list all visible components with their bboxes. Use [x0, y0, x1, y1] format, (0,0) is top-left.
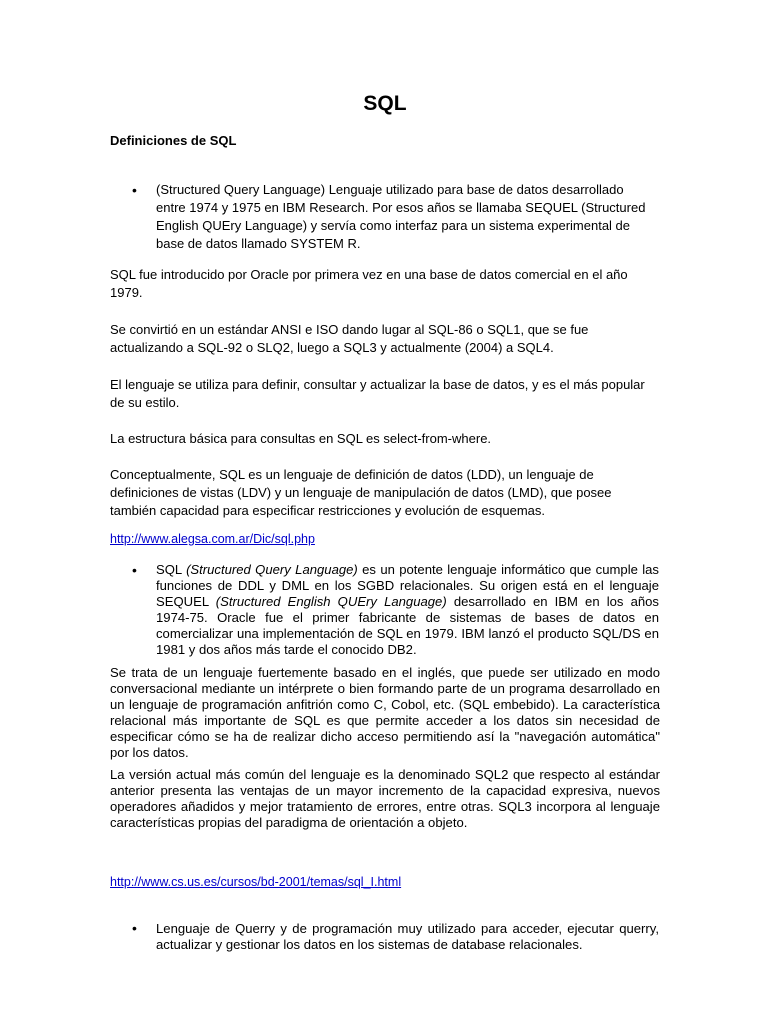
paragraph-current-version: La versión actual más común del lenguaje es la denominado SQL2 que respecto al estándar anterior presenta las ventajas de un mayor incremento de la capacidad expresiva, nuevos operadores añadidos y mejor tratamiento de errores, entre otras. SQL3 incorpora al lenguaje características propias del paradigma de orientación a objeto.	[110, 767, 660, 830]
paragraph-conceptual: Conceptualmente, SQL es un lenguaje de definición de datos (LDD), un lenguaje de definiciones de vistas (LDV) y un lenguaje de manipulación de datos (LMD), que posee también capacidad para especificar restricciones y evolución de esquemas.	[110, 467, 612, 518]
source-link-alegsa[interactable]: http://www.alegsa.com.ar/Dic/sql.php	[110, 532, 315, 546]
paragraph-standard: Se convirtió en un estándar ANSI e ISO dando lugar al SQL-86 o SQL1, que se fue actualizando a SQL-92 o SLQ2, luego a SQL3 y actualmente (2004) a SQL4.	[110, 322, 589, 355]
section-subtitle: Definiciones de SQL	[110, 133, 237, 148]
paragraph-english-based: Se trata de un lenguaje fuertemente basado en el inglés, que puede ser utilizado en modo conversacional mediante un intérprete o bien formando parte de un programa desarrollado en un lenguaje de programación anfitrión como C, Cobol, etc. (SQL embebido). La característica relacional más importante de SQL es que permite acceder a los datos sin necesidad de especificar cómo se ha de realizar dicho acceso permitiendo así la "navegación automática" por los datos.	[110, 665, 660, 760]
paragraph-oracle: SQL fue introducido por Oracle por primera vez en una base de datos comercial en el año 1979.	[110, 267, 628, 300]
definition-bullet-2: SQL (Structured Query Language) es un potente lenguaje informático que cumple las funciones de DDL y DML en los SGBD relacionales. Su origen está en el lenguaje SEQUEL (Structured English QUEry Language) desarrollado en IBM en los años 1974-75. Oracle fue el primer fabricante de sistemas de bases de datos en comercializar una implementación de SQL en 1979. IBM lanzó el producto SQL/DS en 1981 y dos años más tarde el conocido DB2.	[156, 562, 659, 657]
bullet-icon: •	[132, 562, 137, 578]
document-title: SQL	[363, 92, 407, 115]
bullet-icon: •	[132, 182, 137, 198]
definition-bullet-3: Lenguaje de Querry y de programación muy utilizado para acceder, ejecutar querry, actualizar y gestionar los datos en los sistemas de database relacionales.	[156, 921, 659, 952]
definition-bullet-1: (Structured Query Language) Lenguaje utilizado para base de datos desarrollado entre 1974 y 1975 en IBM Research. Por esos años se llamaba SEQUEL (Structured English QUEry Language) y servía como interfaz para un sistema experimental de base de datos llamado SYSTEM R.	[156, 182, 646, 251]
paragraph-usage: El lenguaje se utiliza para definir, consultar y actualizar la base de datos, y es el más popular de su estilo.	[110, 377, 645, 410]
paragraph-structure: La estructura básica para consultas en SQL es select-from-where.	[110, 431, 492, 446]
bullet-icon: •	[132, 920, 137, 936]
source-link-cs-us[interactable]: http://www.cs.us.es/cursos/bd-2001/temas/sql_I.html	[110, 875, 402, 889]
